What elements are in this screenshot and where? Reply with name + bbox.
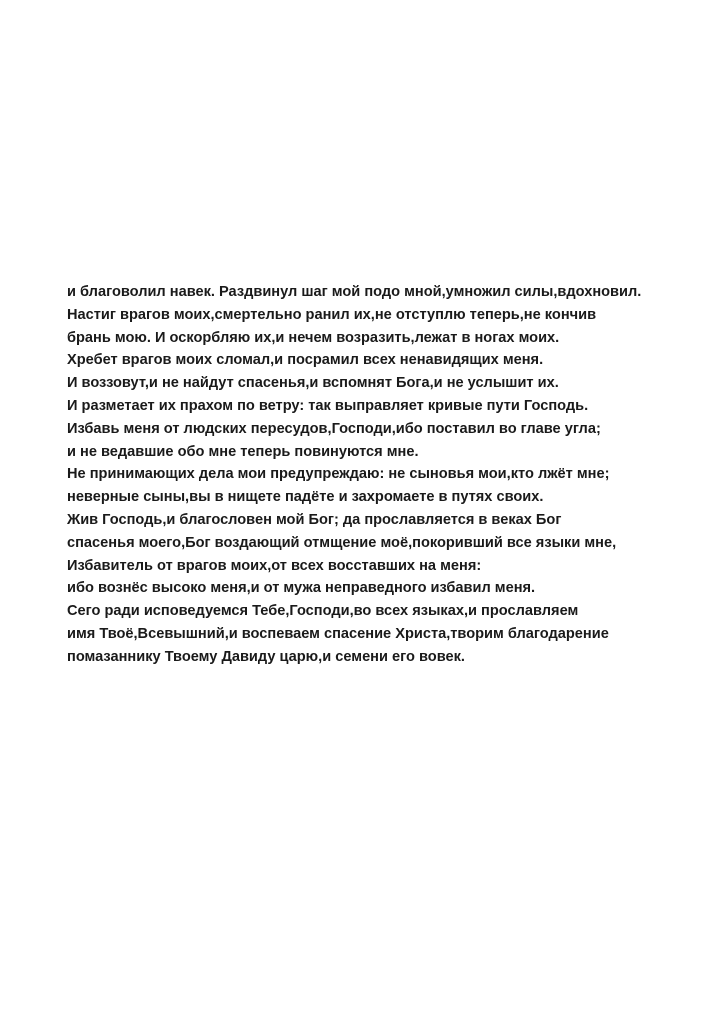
text-line: неверные сыны,вы в нищете падёте и захромаете в путях своих. xyxy=(67,489,544,506)
text-block xyxy=(67,281,707,669)
text-line: И разметает их прахом по ветру: так выправляет кривые пути Господь. xyxy=(67,397,589,414)
text-line: помазаннику Твоему Давиду царю,и семени его вовек. xyxy=(67,648,465,665)
text-line: и не ведавшие обо мне теперь повинуются мне. xyxy=(67,443,419,460)
text-line: Сего ради исповедуемся Тебе,Господи,во всех языках,и прославляем xyxy=(67,603,579,620)
text-line: ибо вознёс высоко меня,и от мужа неправедного избавил меня. xyxy=(67,580,536,597)
text-line: имя Твоё,Всевышний,и воспеваем спасение Христа,творим благодарение xyxy=(67,625,609,642)
text-line: Избавь меня от людских пересудов,Господи,ибо поставил во главе угла; xyxy=(67,420,601,437)
text-line: Не принимающих дела мои предупреждаю: не сыновья мои,кто лжёт мне; xyxy=(67,466,610,483)
text-line: брань мою. И оскорбляю их,и нечем возразить,лежат в ногах моих. xyxy=(67,329,560,346)
text-line: Жив Господь,и благословен мой Бог; да прославляется в веках Бог xyxy=(67,511,562,528)
text-line: И воззовут,и не найдут спасенья,и вспомнят Бога,и не услышит их. xyxy=(67,375,559,392)
text-line: Избавитель от врагов моих,от всех восставших на меня: xyxy=(67,557,482,574)
text-line: спасенья моего,Бог воздающий отмщение моё,покоривший все языки мне, xyxy=(67,534,617,551)
text-line: Настиг врагов моих,смертельно ранил их,не отступлю теперь,не кончив xyxy=(67,306,597,323)
text-line: Хребет врагов моих сломал,и посрамил всех ненавидящих меня. xyxy=(67,352,544,369)
text-line: и благоволил навек. Раздвинул шаг мой подо мной,умножил силы,вдохновил. xyxy=(67,284,642,300)
